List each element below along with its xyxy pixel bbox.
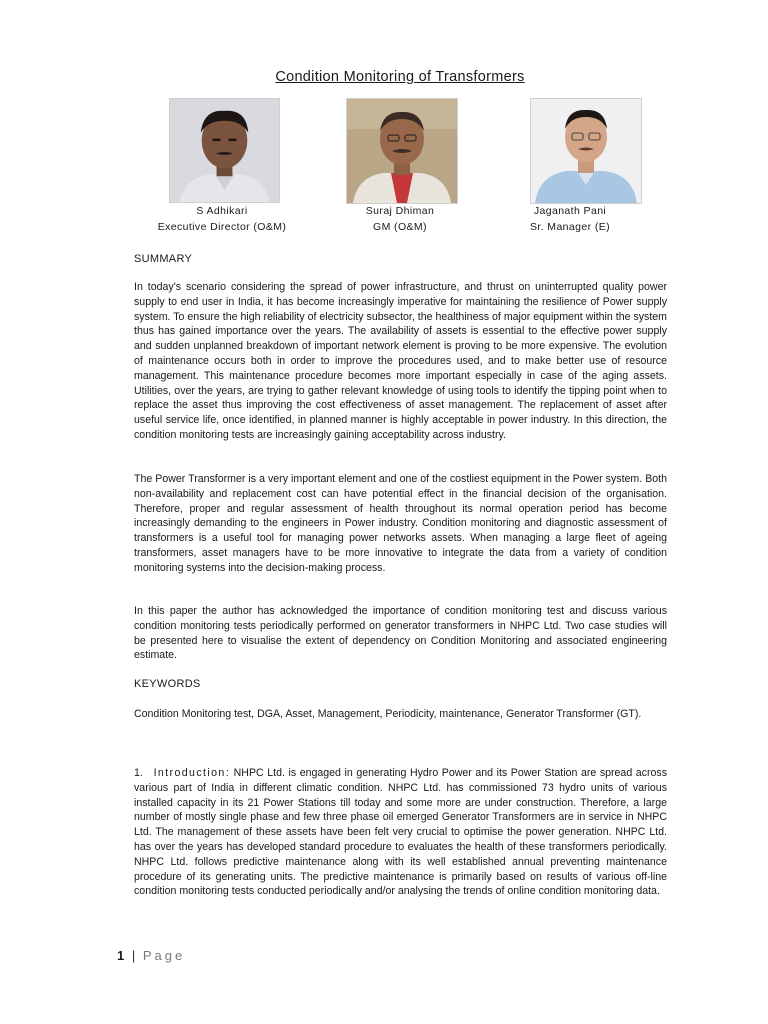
author-name: Suraj Dhiman <box>365 205 435 217</box>
author-photo-3 <box>530 98 642 204</box>
portrait-image <box>170 99 279 202</box>
page-footer <box>117 948 185 963</box>
author-photo-1 <box>169 98 280 203</box>
author-2 <box>305 203 495 235</box>
introduction-text: NHPC Ltd. is engaged in generating Hydro Power and its Power Station are spread across various part of India in different climatic condition. NHPC Ltd. has commissioned 73 hydro units of various installed capacity in its 21 Power Stations till today and some more are under construction. Therefore, a large number of mostly single phase and few three phase oil emerged Generator Transformers are in service in NHPC Ltd. The management of these assets have been felt very crucial to optimise the power generation. NHPC Ltd. has over the years has developed standard procedure to evaluates the health of these transformers periodically. NHPC Ltd. follows predictive maintenance along with its well established annual preventing maintenance procedure of its generating units. The predictive maintenance is primarily based on results of various off-line condition monitoring tests conducted periodically and/or analysing the trends of online condition monitoring data. <box>134 767 667 898</box>
keywords-text: Condition Monitoring test, DGA, Asset, Management, Periodicity, maintenance, Generator Transformer (GT). <box>134 708 642 720</box>
author-role: Sr. Manager (E) <box>529 221 611 233</box>
portrait-image <box>347 99 457 203</box>
summary-heading: SUMMARY <box>134 253 193 265</box>
paper-title: Condition Monitoring of Transformers <box>275 69 525 85</box>
summary-paragraph-3: In this paper the author has acknowledged the importance of condition monitoring test and discuss various condition monitoring tests periodically performed on generator transformers in NHPC Ltd. Two case studies will be presented here to visualise the extent of dependency on Condition Monitoring and associated engineering estimate. <box>134 605 667 662</box>
author-role: Executive Director (O&M) <box>157 221 287 233</box>
author-role: GM (O&M) <box>373 221 427 233</box>
portrait-image <box>531 99 641 203</box>
page-number: 1 <box>117 948 127 963</box>
section-label: Introduction: <box>153 767 231 779</box>
author-name: Jaganath Pani <box>533 205 607 217</box>
section-number: 1. <box>134 767 143 779</box>
summary-paragraph-2: The Power Transformer is a very important element and one of the costliest equipment in the Power system. Both non-availability and replacement cost can have potential effect in the financial decision of the organisation. Therefore, proper and regular assessment of health throughout its normal operation period has become increasingly demanding to the engineers in Power industry. Condition monitoring and diagnostic assessment of transformers is a useful tool for managing power networks assets. When managing a large fleet of ageing transformers, asset managers have to be more innovative to integrate the data from a variety of condition monitoring systems into the decision-making process. <box>134 473 667 574</box>
page-label: Page <box>142 948 186 963</box>
summary-paragraph-1: In today's scenario considering the spread of power infrastructure, and thrust on uninterrupted quality power supply to end user in India, it has become increasingly imperative for maintaining the resilience of Power supply system. To ensure the high reliability of electricity subsector, the healthiness of major equipment within the system thus has gained importance over the years. The availability of assets is essential to the effective power supply and sudden unplanned breakdown of important network element is proving to be more expensive. The evolution of maintenance occurs both in order to improve the procedures used, and to make better use of resource management. This maintenance procedure becomes more important especially in case of the aging assets. Utilities, over the years, are trying to gather relevant knowledge of using tools to identify the tipping point when to replace the asset thus improving the cost effectiveness of asset management. The replacement of asset after useful service life, once identified, in planned manner is highly acceptable in power industry. In this direction, the condition monitoring tests are increasingly gaining acceptability across industry. <box>134 281 667 441</box>
author-1 <box>127 203 317 235</box>
footer-separator: | <box>131 948 138 963</box>
keywords-heading: KEYWORDS <box>134 678 201 690</box>
author-3 <box>475 203 665 235</box>
author-photo-2 <box>346 98 458 204</box>
author-name: S Adhikari <box>196 205 248 217</box>
introduction-paragraph <box>134 766 667 899</box>
